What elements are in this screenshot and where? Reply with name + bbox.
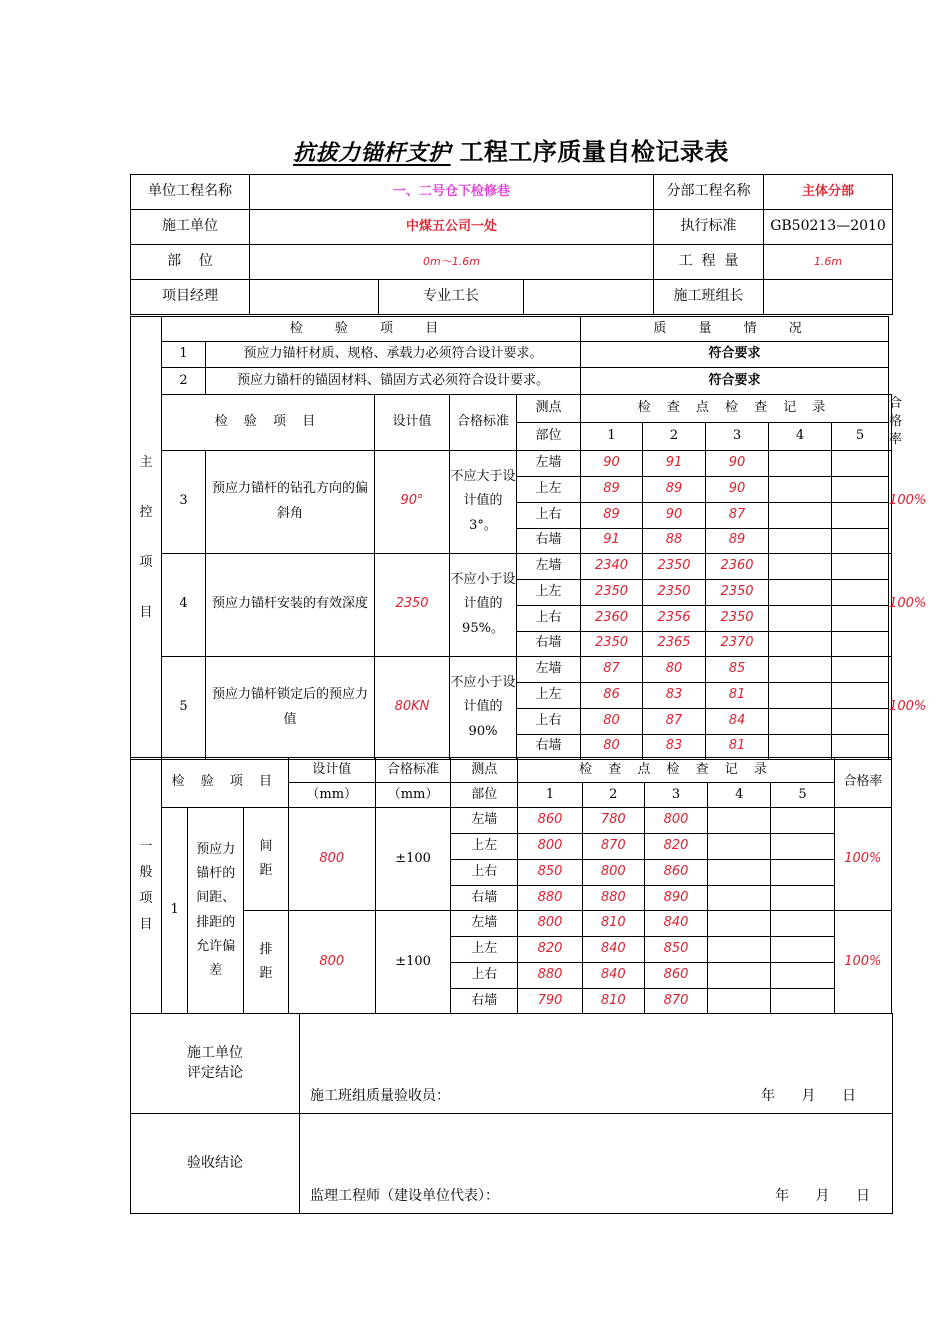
sub-label: 排距: [244, 911, 288, 1014]
record-value: 860: [644, 860, 707, 886]
record-value: [769, 708, 832, 734]
record-value: 2350: [706, 605, 769, 631]
record-value: [771, 860, 834, 886]
col-num: 5: [832, 422, 889, 450]
standard-label: 执行标准: [654, 210, 764, 245]
sub-standard: ±100: [375, 808, 450, 911]
group-standard: 不应大于设计值的3°。: [450, 450, 517, 553]
team-leader-value: [764, 280, 893, 315]
record-value: [832, 734, 889, 759]
group-no: 3: [162, 450, 206, 553]
record-value: 860: [644, 963, 707, 989]
record-value: 2350: [643, 553, 706, 579]
item-text: 预应力锚杆的锚固材料、锚固方式必须符合设计要求。: [206, 368, 581, 395]
item-no: 1: [162, 342, 206, 368]
record-value: 87: [643, 708, 706, 734]
record-value: [771, 808, 834, 834]
record-value: 80: [643, 656, 706, 682]
record-value: 800: [582, 860, 644, 886]
gen-col-item-header: 检 验 项 目: [162, 758, 288, 808]
record-value: [832, 528, 889, 553]
col-point-bottom: 部位: [517, 422, 581, 450]
col-num: 1: [581, 422, 643, 450]
page-title: [130, 132, 892, 167]
general-item-no: 1: [162, 808, 188, 1014]
record-value: 800: [518, 911, 582, 937]
record-value: 2350: [581, 631, 643, 656]
items-header: 检 验 项 目: [162, 317, 581, 342]
team-leader-label: 施工班组长: [654, 280, 764, 315]
record-value: [771, 911, 834, 937]
record-value: [708, 834, 771, 860]
row-position: 右墙: [451, 989, 518, 1014]
record-value: [771, 963, 834, 989]
record-value: 810: [582, 911, 644, 937]
record-value: 880: [518, 886, 582, 911]
unit-project-value: 一、二号仓下检修巷: [250, 175, 654, 210]
group-name: 预应力锚杆锁定后的预应力值: [206, 656, 375, 759]
record-value: [832, 605, 889, 631]
record-value: 800: [644, 808, 707, 834]
title-printed: 工程工序质量自检记录表: [459, 137, 729, 166]
unit-project-label: 单位工程名称: [131, 175, 250, 210]
record-value: 2350: [706, 579, 769, 605]
manager-value: [250, 280, 379, 315]
row-position: 上右: [517, 708, 581, 734]
group-design: 2350: [375, 553, 450, 656]
row-position: 右墙: [517, 528, 581, 553]
record-value: 80: [581, 708, 643, 734]
main-control-side-label: [131, 317, 162, 760]
item-text: 预应力锚杆材质、规格、承载力必须符合设计要求。: [206, 342, 581, 368]
group-name: 预应力锚杆安装的有效深度: [206, 553, 375, 656]
record-value: [769, 682, 832, 708]
record-value: [769, 528, 832, 553]
item-result: 符合要求: [581, 342, 889, 368]
record-value: [832, 502, 889, 528]
record-value: 840: [644, 911, 707, 937]
col-num: 2: [643, 422, 706, 450]
record-value: 90: [643, 502, 706, 528]
position-label: 部 位: [131, 245, 250, 280]
gen-col-design-bottom: （mm）: [288, 783, 375, 808]
main-control-side-text: 主 控 项 目: [139, 454, 153, 620]
record-value: [708, 860, 771, 886]
foreman-value: [524, 280, 654, 315]
group-no: 4: [162, 553, 206, 656]
quantity-value: 1.6m: [764, 245, 893, 280]
group-no: 5: [162, 656, 206, 759]
record-value: [771, 834, 834, 860]
sub-design: 800: [288, 911, 375, 1014]
record-value: [769, 502, 832, 528]
record-value: 81: [706, 734, 769, 759]
group-rate: 100%: [889, 656, 892, 759]
gen-col-num: 5: [771, 783, 834, 808]
record-value: 90: [581, 450, 643, 476]
accept-date: 年 月 日: [775, 1188, 870, 1205]
record-value: 89: [581, 476, 643, 502]
record-value: [832, 450, 889, 476]
position-value: 0m～1.6m: [250, 245, 654, 280]
title-handwritten: 抗拔力锚杆支护: [293, 140, 451, 166]
col-num: 3: [706, 422, 769, 450]
record-value: 85: [706, 656, 769, 682]
gen-col-record-header: 检 查 点 检 查 记 录: [518, 758, 834, 783]
accept-sign-cell: [300, 1114, 893, 1214]
row-position: 右墙: [451, 886, 518, 911]
gen-col-standard-top: 合格标准: [375, 758, 450, 783]
row-position: 左墙: [451, 911, 518, 937]
item-result: 符合要求: [581, 368, 889, 395]
quantity-label: 工 程 量: [654, 245, 764, 280]
record-value: [769, 656, 832, 682]
col-point-top: 测点: [517, 395, 581, 423]
record-value: 2365: [643, 631, 706, 656]
record-value: 83: [643, 682, 706, 708]
record-value: 2370: [706, 631, 769, 656]
eval-sign-label: 施工班组质量验收员：: [310, 1088, 450, 1105]
gen-col-num: 1: [518, 783, 582, 808]
record-value: 2350: [581, 579, 643, 605]
accept-label: 验收结论: [131, 1114, 300, 1214]
record-value: [832, 579, 889, 605]
row-position: 上左: [517, 682, 581, 708]
record-value: 84: [706, 708, 769, 734]
record-value: 86: [581, 682, 643, 708]
row-position: 上右: [517, 502, 581, 528]
row-position: 上右: [451, 860, 518, 886]
record-value: 2350: [643, 579, 706, 605]
group-rate: 100%: [889, 553, 892, 656]
conclusion-table: [130, 1013, 893, 1214]
record-value: 89: [643, 476, 706, 502]
gen-col-point-top: 测点: [451, 758, 518, 783]
row-position: 上左: [451, 937, 518, 963]
record-value: [769, 631, 832, 656]
gen-col-rate-header: 合格率: [834, 758, 891, 808]
accept-sign-label: 监理工程师（建设单位代表）：: [310, 1188, 499, 1205]
record-value: 90: [706, 476, 769, 502]
general-side-text: 一 般 项 目: [139, 838, 153, 932]
record-value: [769, 579, 832, 605]
eval-sign-cell: [300, 1014, 893, 1114]
col-item-header: 检 验 项 目: [162, 395, 375, 451]
record-value: 89: [706, 528, 769, 553]
manager-label: 项目经理: [131, 280, 250, 315]
record-value: 87: [581, 656, 643, 682]
foreman-label: 专业工长: [379, 280, 524, 315]
sub-rate: 100%: [834, 808, 891, 911]
group-design: 80KN: [375, 656, 450, 759]
eval-label: 施工单位 评定结论: [131, 1014, 300, 1114]
record-value: 780: [582, 808, 644, 834]
record-value: [708, 989, 771, 1014]
sub-standard: ±100: [375, 911, 450, 1014]
record-value: 91: [581, 528, 643, 553]
record-value: 2360: [581, 605, 643, 631]
record-value: 820: [518, 937, 582, 963]
record-value: 81: [706, 682, 769, 708]
sub-rate: 100%: [834, 911, 891, 1014]
record-value: 2356: [643, 605, 706, 631]
general-side-label: [131, 758, 162, 1014]
record-value: 840: [582, 937, 644, 963]
record-value: 810: [582, 989, 644, 1014]
record-value: 880: [518, 963, 582, 989]
record-value: [708, 808, 771, 834]
row-position: 上右: [517, 605, 581, 631]
group-rate: 100%: [889, 450, 892, 553]
col-standard-header: 合格标准: [450, 395, 517, 451]
record-value: 850: [644, 937, 707, 963]
group-name: 预应力锚杆的钻孔方向的偏斜角: [206, 450, 375, 553]
record-value: [771, 886, 834, 911]
gen-col-num: 2: [582, 783, 644, 808]
sub-label: 间距: [244, 808, 288, 911]
general-item-name: 预应力锚杆的间距、排距的允许偏差: [188, 808, 244, 1014]
record-value: 80: [581, 734, 643, 759]
record-value: [832, 476, 889, 502]
row-position: 左墙: [517, 553, 581, 579]
record-value: 87: [706, 502, 769, 528]
record-value: 850: [518, 860, 582, 886]
record-value: [708, 937, 771, 963]
record-value: [769, 734, 832, 759]
eval-date: 年 月 日: [761, 1088, 856, 1105]
gen-col-design-top: 设计值: [288, 758, 375, 783]
record-value: [769, 605, 832, 631]
row-position: 左墙: [451, 808, 518, 834]
row-position: 上左: [451, 834, 518, 860]
record-value: [771, 989, 834, 1014]
record-value: [832, 708, 889, 734]
col-record-header: 检 查 点 检 查 记 录: [581, 395, 889, 423]
record-value: 790: [518, 989, 582, 1014]
record-value: 870: [582, 834, 644, 860]
record-value: [832, 553, 889, 579]
record-value: 91: [643, 450, 706, 476]
col-design-header: 设计值: [375, 395, 450, 451]
record-value: [708, 911, 771, 937]
record-value: 820: [644, 834, 707, 860]
record-value: 880: [582, 886, 644, 911]
record-value: 840: [582, 963, 644, 989]
record-value: 800: [518, 834, 582, 860]
gen-col-standard-bottom: （mm）: [375, 783, 450, 808]
group-design: 90°: [375, 450, 450, 553]
record-value: 890: [644, 886, 707, 911]
general-items-table: [130, 757, 892, 1014]
record-value: 83: [643, 734, 706, 759]
record-value: 870: [644, 989, 707, 1014]
construction-unit-label: 施工单位: [131, 210, 250, 245]
sub-design: 800: [288, 808, 375, 911]
record-value: [832, 682, 889, 708]
sub-project-label: 分部工程名称: [654, 175, 764, 210]
gen-col-point-bottom: 部位: [451, 783, 518, 808]
main-control-table: [130, 316, 927, 760]
record-value: [771, 937, 834, 963]
record-value: 90: [706, 450, 769, 476]
standard-value: GB50213—2010: [764, 210, 893, 245]
row-position: 上左: [517, 476, 581, 502]
record-value: 89: [581, 502, 643, 528]
group-standard: 不应小于设计值的90%: [450, 656, 517, 759]
row-position: 上右: [451, 963, 518, 989]
gen-col-num: 4: [708, 783, 771, 808]
quality-header: 质 量 情 况: [581, 317, 889, 342]
row-position: 左墙: [517, 656, 581, 682]
record-value: [708, 963, 771, 989]
record-value: [708, 886, 771, 911]
record-value: 2360: [706, 553, 769, 579]
record-value: 88: [643, 528, 706, 553]
col-rate-header: 合格率: [889, 395, 892, 451]
col-num: 4: [769, 422, 832, 450]
record-value: 860: [518, 808, 582, 834]
header-table: [130, 174, 893, 315]
group-standard: 不应小于设计值的95%。: [450, 553, 517, 656]
record-value: 2340: [581, 553, 643, 579]
gen-col-num: 3: [644, 783, 707, 808]
construction-unit-value: 中煤五公司一处: [250, 210, 654, 245]
row-position: 右墙: [517, 631, 581, 656]
row-position: 上左: [517, 579, 581, 605]
record-value: [832, 631, 889, 656]
item-no: 2: [162, 368, 206, 395]
record-value: [769, 476, 832, 502]
row-position: 右墙: [517, 734, 581, 759]
record-value: [769, 450, 832, 476]
row-position: 左墙: [517, 450, 581, 476]
record-value: [832, 656, 889, 682]
record-value: [769, 553, 832, 579]
sub-project-value: 主体分部: [764, 175, 893, 210]
